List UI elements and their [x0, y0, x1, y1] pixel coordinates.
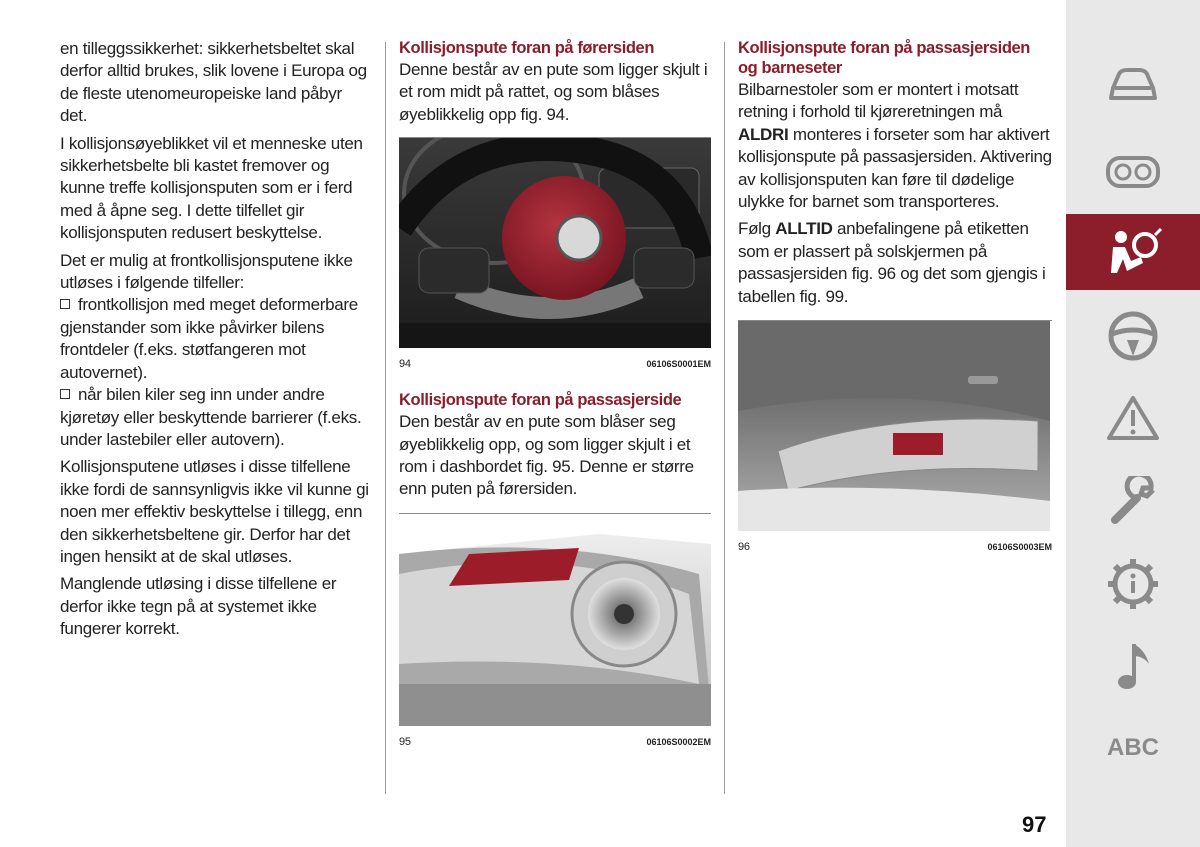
music-note-icon [1113, 640, 1153, 692]
wrench-icon [1107, 476, 1159, 528]
page-number: 97 [1022, 812, 1047, 837]
figure-caption [738, 541, 1052, 553]
figure-number: 95 [399, 735, 411, 748]
tab-multimedia[interactable] [1066, 628, 1200, 704]
column-3 [738, 38, 1052, 553]
bullet-item: når bilen kiler seg inn under andre kjøretøy eller beskyttende barrierer (f.eks. under lastebiler eller autovern). [60, 385, 362, 449]
figure-caption [399, 358, 711, 370]
figure-caption [399, 736, 711, 748]
steering-wheel-icon [1107, 310, 1159, 362]
abc-index-label: ABC [1107, 734, 1159, 761]
column-1 [60, 38, 372, 646]
tab-info[interactable] [1066, 546, 1200, 622]
section-heading: Kollisjonspute foran på førersiden [399, 39, 655, 57]
checkbox-bullet-icon [60, 299, 70, 309]
airbag-icon [1103, 227, 1163, 277]
figure-code: 06106S0003EM [987, 542, 1052, 553]
bullet-item: frontkollisjon med meget deformerbare gjenstander som ikke påvirker bilens frontdeler (f.eks. støtfangeren mot autovernet). [60, 295, 358, 382]
figure-96 [738, 320, 1052, 553]
paragraph: I kollisjonsøyeblikket vil et menneske uten sikkerhetsbelte bli kastet fremover og kunne treffe kollisjonsputen som er i ferd med å åpne seg. I dette tilfellet gir kollisjonsputen redusert beskyttelse. [60, 133, 363, 243]
figure-code: 06106S0002EM [646, 736, 711, 747]
tab-steering[interactable] [1066, 298, 1200, 374]
dashboard-icon [1105, 152, 1161, 192]
section-heading: Kollisjonspute foran på passasjersiden og barneseter [738, 39, 1030, 77]
car-icon [1105, 66, 1161, 106]
figure-code: 06106S0001EM [646, 359, 711, 370]
figure-number: 94 [399, 358, 411, 371]
column-2 [399, 38, 711, 748]
figure-number: 96 [738, 541, 750, 554]
driver-airbag-image [399, 138, 711, 348]
tab-index[interactable] [1066, 710, 1200, 786]
chapter-sidebar [1066, 0, 1200, 847]
tab-warning[interactable] [1066, 380, 1200, 456]
sun-visor-label-image [738, 321, 1050, 531]
section-heading: Kollisjonspute foran på passasjerside [399, 391, 682, 410]
paragraph: Kollisjonsputene utløses i disse tilfellene ikke fordi de sannsynligvis ikke vil kunne gi noen mer effektiv beskyttelse i tillegg, enn den sikkerhetsbeltene gir. Derfor har det ingen hensikt at de skal utløses. [60, 457, 369, 566]
paragraph: Manglende utløsing i disse tilfellene er derfor ikke tegn på at systemet ikke fungerer korrekt. [60, 574, 337, 639]
paragraph: Den består av en pute som blåser seg øyeblikkelig opp, og som ligger skjult i et rom i dashbordet fig. 95. Denne er større enn puten på førersiden. [399, 412, 694, 499]
paragraph: Denne består av en pute som ligger skjult i et rom midt på rattet, og som blåses øyeblikkelig opp fig. 94. [399, 60, 708, 124]
paragraph: Det er mulig at frontkollisjonsputene ikke utløses i følgende tilfeller: [60, 250, 353, 293]
column-divider [385, 42, 386, 794]
column-divider [724, 42, 725, 794]
tab-car[interactable] [1066, 48, 1200, 124]
paragraph: en tilleggssikkerhet: sikkerhetsbeltet skal derfor alltid brukes, slik lovene i Europa og de fleste utenomeuropeiske land påbyr det. [60, 39, 367, 126]
warning-triangle-icon [1106, 394, 1160, 442]
tab-maintenance[interactable] [1066, 464, 1200, 540]
checkbox-bullet-icon [60, 389, 70, 399]
figure-94 [399, 137, 711, 370]
paragraph: Bilbarnestoler som er montert i motsatt retning i forhold til kjøreretningen må ALDRI monteres i forseter som har aktivert kollisjonspute på passasjersiden. Aktivering av kollisjonsputen kan føre til dødelige ulykke for barnet som transporteres. [738, 80, 1052, 212]
tab-airbag[interactable] [1066, 214, 1200, 290]
passenger-airbag-image [399, 514, 711, 726]
tab-dashboard[interactable] [1066, 134, 1200, 210]
figure-95 [399, 513, 711, 748]
info-gear-icon [1106, 557, 1160, 611]
paragraph: Følg ALLTID anbefalingene på etiketten som er plassert på solskjermen på passasjersiden fig. 96 og det som gjengis i tabellen fig. 99. [738, 219, 1046, 306]
